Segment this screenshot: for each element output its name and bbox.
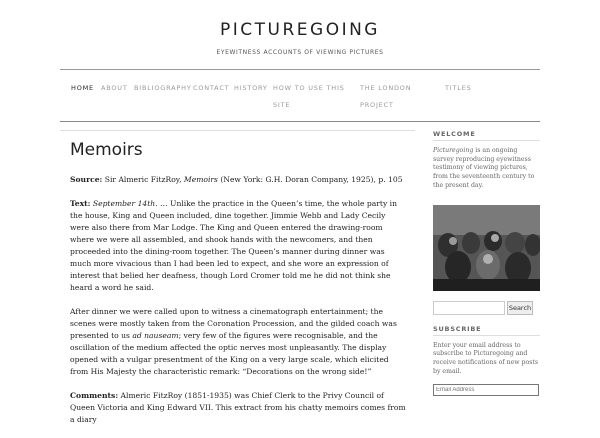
subscribe-rule — [433, 335, 540, 336]
welcome-site-name: Picturegoing — [433, 147, 474, 154]
main-navigation — [60, 80, 540, 120]
nav-contact[interactable]: CONTACT — [193, 84, 230, 92]
nav-about[interactable]: ABOUT — [101, 84, 128, 92]
para2-part-b: ; very few of the figures were recognisable, and the oscillation of the medium affected the optic nerves most unpleasantly. The display opened with a vulgar presentment of the King on a very large scale, which elicited from His Majesty the characteristic remark: “Decorations on the wrong side!” — [70, 331, 389, 376]
audience-painting-image[interactable] — [433, 205, 540, 291]
text-label: Text: — [70, 199, 91, 208]
nav-top-rule — [60, 69, 540, 70]
para2-part-a: After dinner we were called upon to witness a cinematograph entertainment; the scenes were mostly taken from the Coronation Procession, and the gilded coach was presented to us — [70, 307, 397, 340]
text-paragraph — [70, 198, 406, 294]
content-rule — [60, 130, 415, 131]
source-text-2: (New York: G.H. Doran Company, 1925), p. 105 — [217, 175, 403, 184]
site-description: EYEWITNESS ACCOUNTS OF VIEWING PICTURES — [216, 49, 384, 56]
sidebar — [433, 130, 540, 396]
nav-history[interactable]: HISTORY — [234, 84, 268, 92]
comments-text: Almeric FitzRoy (1851-1935) was Chief Clerk to the Privy Council of Queen Victoria and King Edward VII. This extract from his chatty memoirs comes from a diary — [70, 391, 406, 424]
source-title: Memoirs — [183, 175, 218, 184]
subscribe-text: Enter your email address to subscribe to Picturegoing and receive notifications of new posts by email. — [433, 341, 539, 375]
nav-how-to-use-line1[interactable]: HOW TO USE THIS — [273, 84, 345, 92]
nav-how-to-use-line2[interactable]: SITE — [273, 101, 291, 109]
source-text-1: Sir Almeric FitzRoy, — [104, 175, 184, 184]
nav-titles[interactable]: TITLES — [445, 84, 472, 92]
search-input[interactable] — [433, 301, 505, 315]
cinematograph-paragraph — [70, 306, 406, 378]
nav-bibliography[interactable]: BIBLIOGRAPHY — [134, 84, 192, 92]
text-date: September 14th. — [92, 199, 158, 208]
search-form — [433, 301, 540, 315]
search-button[interactable]: Search — [507, 301, 533, 315]
welcome-rule — [433, 140, 540, 141]
subscribe-title: SUBSCRIBE — [433, 324, 482, 333]
para2-emphasis: ad nauseam — [132, 331, 179, 340]
welcome-description: is an ongoing survey reproducing eyewitness testimony of viewing pictures, from the seventeenth century to the present day. — [433, 147, 535, 189]
welcome-text — [433, 147, 540, 191]
email-input[interactable] — [433, 384, 539, 396]
comments-label: Comments: — [70, 391, 119, 400]
nav-bottom-rule — [60, 121, 540, 122]
post-title[interactable]: Memoirs — [70, 140, 143, 160]
welcome-title: WELCOME — [433, 130, 476, 138]
post-content — [70, 174, 406, 438]
source-paragraph — [70, 174, 406, 186]
site-title[interactable]: PICTUREGOING — [220, 20, 380, 40]
comments-paragraph — [70, 390, 406, 426]
nav-london-project-line1[interactable]: THE LONDON — [360, 84, 412, 92]
painting-illustration — [433, 205, 540, 291]
source-label: Source: — [70, 175, 103, 184]
nav-home[interactable]: HOME — [71, 84, 94, 92]
text-body: … Unlike the practice in the Queen’s time, the whole party in the house, King and Queen included, dine together. Jimmie Webb and Lady Cecily were also there from Mar Lodge. The King and Queen entered the drawing-room where we were all assembled, and shook hands with the newcomers, and then proceeded into the dining-room together. The Queen’s manner during dinner was much more vivacious than I had been led to expect, and she wore an expression of interest that belied her deafness, though Lord Cromer told me he did not think she heard a word he said. — [70, 199, 398, 292]
nav-london-project-line2[interactable]: PROJECT — [360, 101, 394, 109]
